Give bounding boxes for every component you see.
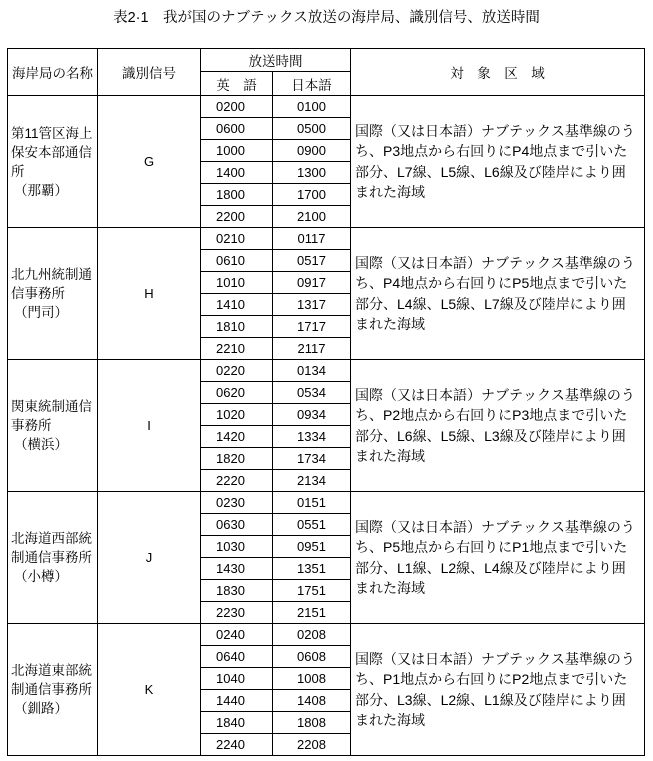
time-japanese: 0551 [273, 514, 350, 535]
station-name-line: 制通信事務所 [11, 682, 92, 697]
target-area-line: ち、P4地点から右回りにP5地点まで引いた [355, 275, 628, 291]
station-name [8, 360, 97, 491]
time-english: 1820 [201, 448, 272, 469]
time-english: 1420 [201, 426, 272, 447]
target-area-line: 部分、L7線、L5線、L6線及び陸岸により囲 [355, 163, 626, 180]
station-name-line: 保安本部通信 [11, 144, 92, 160]
target-area-line: 国際（又は日本語）ナブテックス基準線のう [355, 650, 635, 667]
station-name-line: 制通信事務所 [11, 550, 92, 565]
station-name [8, 624, 97, 755]
header-identification-signal: 識別信号 [98, 49, 200, 95]
time-english: 1010 [201, 272, 272, 293]
time-japanese: 1408 [273, 690, 350, 711]
station-table [7, 48, 645, 756]
time-japanese: 1808 [273, 712, 350, 733]
time-english: 2220 [201, 470, 272, 491]
time-japanese: 2134 [273, 470, 350, 491]
station-name [8, 492, 97, 623]
header-english: 英 語 [201, 72, 272, 95]
time-japanese: 1351 [273, 558, 350, 579]
station-name-line: （門司） [14, 305, 68, 320]
target-area-line: ち、P5地点から右回りにP1地点まで引いた [355, 539, 628, 555]
station-name-line: （那覇） [14, 182, 68, 198]
identification-signal: I [98, 360, 200, 491]
time-english: 0630 [201, 514, 272, 535]
time-english: 0230 [201, 492, 272, 513]
station-name-line: 事務所 [11, 418, 52, 433]
time-japanese: 1717 [273, 316, 350, 337]
target-area-line: 部分、L6線、L5線、L3線及び陸岸により囲 [355, 427, 626, 444]
station-name-line: 信事務所 [11, 286, 65, 301]
time-japanese: 1700 [273, 184, 350, 205]
target-area-line: 部分、L1線、L2線、L4線及び陸岸により囲 [355, 559, 626, 576]
station-name-line: （横浜） [14, 437, 68, 452]
time-english: 0610 [201, 250, 272, 271]
table-title: 表2·1 我が国のナブテックス放送の海岸局、識別信号、放送時間 [113, 10, 540, 26]
time-japanese: 1751 [273, 580, 350, 601]
time-english: 0600 [201, 118, 272, 139]
time-english: 1040 [201, 668, 272, 689]
time-english: 2210 [201, 338, 272, 359]
time-japanese: 1317 [273, 294, 350, 315]
time-japanese: 1008 [273, 668, 350, 689]
target-area-line: 部分、L3線、L2線、L1線及び陸岸により囲 [355, 691, 626, 708]
time-japanese: 0208 [273, 624, 350, 645]
time-japanese: 0934 [273, 404, 350, 425]
station-name-line: 第11管区海上 [11, 125, 93, 141]
target-area-line: まれた海域 [355, 184, 425, 200]
target-area-line: ち、P3地点から右回りにP4地点まで引いた [355, 143, 628, 159]
target-area-line: 国際（又は日本語）ナブテックス基準線のう [355, 386, 635, 403]
time-japanese: 0608 [273, 646, 350, 667]
target-area-line: ち、P1地点から右回りにP2地点まで引いた [355, 671, 628, 687]
target-area-line: 国際（又は日本語）ナブテックス基準線のう [355, 518, 635, 535]
time-english: 1440 [201, 690, 272, 711]
target-area [351, 624, 644, 755]
time-english: 1020 [201, 404, 272, 425]
time-english: 2230 [201, 602, 272, 623]
time-japanese: 0100 [273, 96, 350, 117]
time-english: 0240 [201, 624, 272, 645]
time-english: 0620 [201, 382, 272, 403]
time-english: 1430 [201, 558, 272, 579]
time-english: 2240 [201, 734, 272, 755]
target-area-line: 国際（又は日本語）ナブテックス基準線のう [355, 122, 635, 139]
target-area-line: まれた海域 [355, 712, 425, 728]
time-english: 1830 [201, 580, 272, 601]
time-english: 1800 [201, 184, 272, 205]
time-japanese: 0117 [273, 228, 350, 249]
target-area-line: ち、P2地点から右回りにP3地点まで引いた [355, 407, 628, 423]
station-name-line: 北九州統制通 [11, 267, 92, 282]
time-japanese: 0517 [273, 250, 350, 271]
time-japanese: 0900 [273, 140, 350, 161]
time-japanese: 0917 [273, 272, 350, 293]
time-english: 1840 [201, 712, 272, 733]
station-name-line: （釧路） [14, 701, 68, 716]
identification-signal: H [98, 228, 200, 359]
time-japanese: 2117 [273, 338, 350, 359]
station-name [8, 96, 97, 227]
time-japanese: 0534 [273, 382, 350, 403]
time-japanese: 2151 [273, 602, 350, 623]
identification-signal: K [98, 624, 200, 755]
time-english: 1000 [201, 140, 272, 161]
target-area-line: まれた海域 [355, 580, 425, 596]
time-english: 0200 [201, 96, 272, 117]
time-japanese: 1300 [273, 162, 350, 183]
station-name-line: 北海道東部統 [11, 663, 92, 678]
time-japanese: 0951 [273, 536, 350, 557]
header-broadcast-time: 放送時間 [201, 49, 350, 71]
target-area-line: まれた海域 [355, 316, 425, 332]
time-japanese: 0500 [273, 118, 350, 139]
target-area [351, 96, 644, 227]
time-japanese: 0151 [273, 492, 350, 513]
time-japanese: 2100 [273, 206, 350, 227]
time-japanese: 1734 [273, 448, 350, 469]
time-english: 2200 [201, 206, 272, 227]
time-english: 1400 [201, 162, 272, 183]
header-station-name: 海岸局の名称 [8, 49, 97, 95]
time-english: 1030 [201, 536, 272, 557]
time-japanese: 0134 [273, 360, 350, 381]
station-name-line: （小樽） [14, 569, 68, 584]
target-area-line: まれた海域 [355, 448, 425, 464]
station-name-line: 北海道西部統 [11, 531, 92, 546]
time-english: 1810 [201, 316, 272, 337]
header-japanese: 日本語 [273, 72, 350, 95]
target-area-line: 部分、L4線、L5線、L7線及び陸岸により囲 [355, 295, 626, 312]
target-area [351, 228, 644, 359]
target-area-line: 国際（又は日本語）ナブテックス基準線のう [355, 254, 635, 271]
target-area [351, 492, 644, 623]
time-english: 0220 [201, 360, 272, 381]
header-target-area: 対 象 区 域 [351, 49, 644, 95]
time-japanese: 1334 [273, 426, 350, 447]
time-english: 0640 [201, 646, 272, 667]
station-name-line: 所 [11, 163, 25, 179]
time-japanese: 2208 [273, 734, 350, 755]
time-english: 1410 [201, 294, 272, 315]
station-name-line: 関東統制通信 [11, 399, 92, 414]
target-area [351, 360, 644, 491]
station-name [8, 228, 97, 359]
time-english: 0210 [201, 228, 272, 249]
identification-signal: J [98, 492, 200, 623]
identification-signal: G [98, 96, 200, 227]
